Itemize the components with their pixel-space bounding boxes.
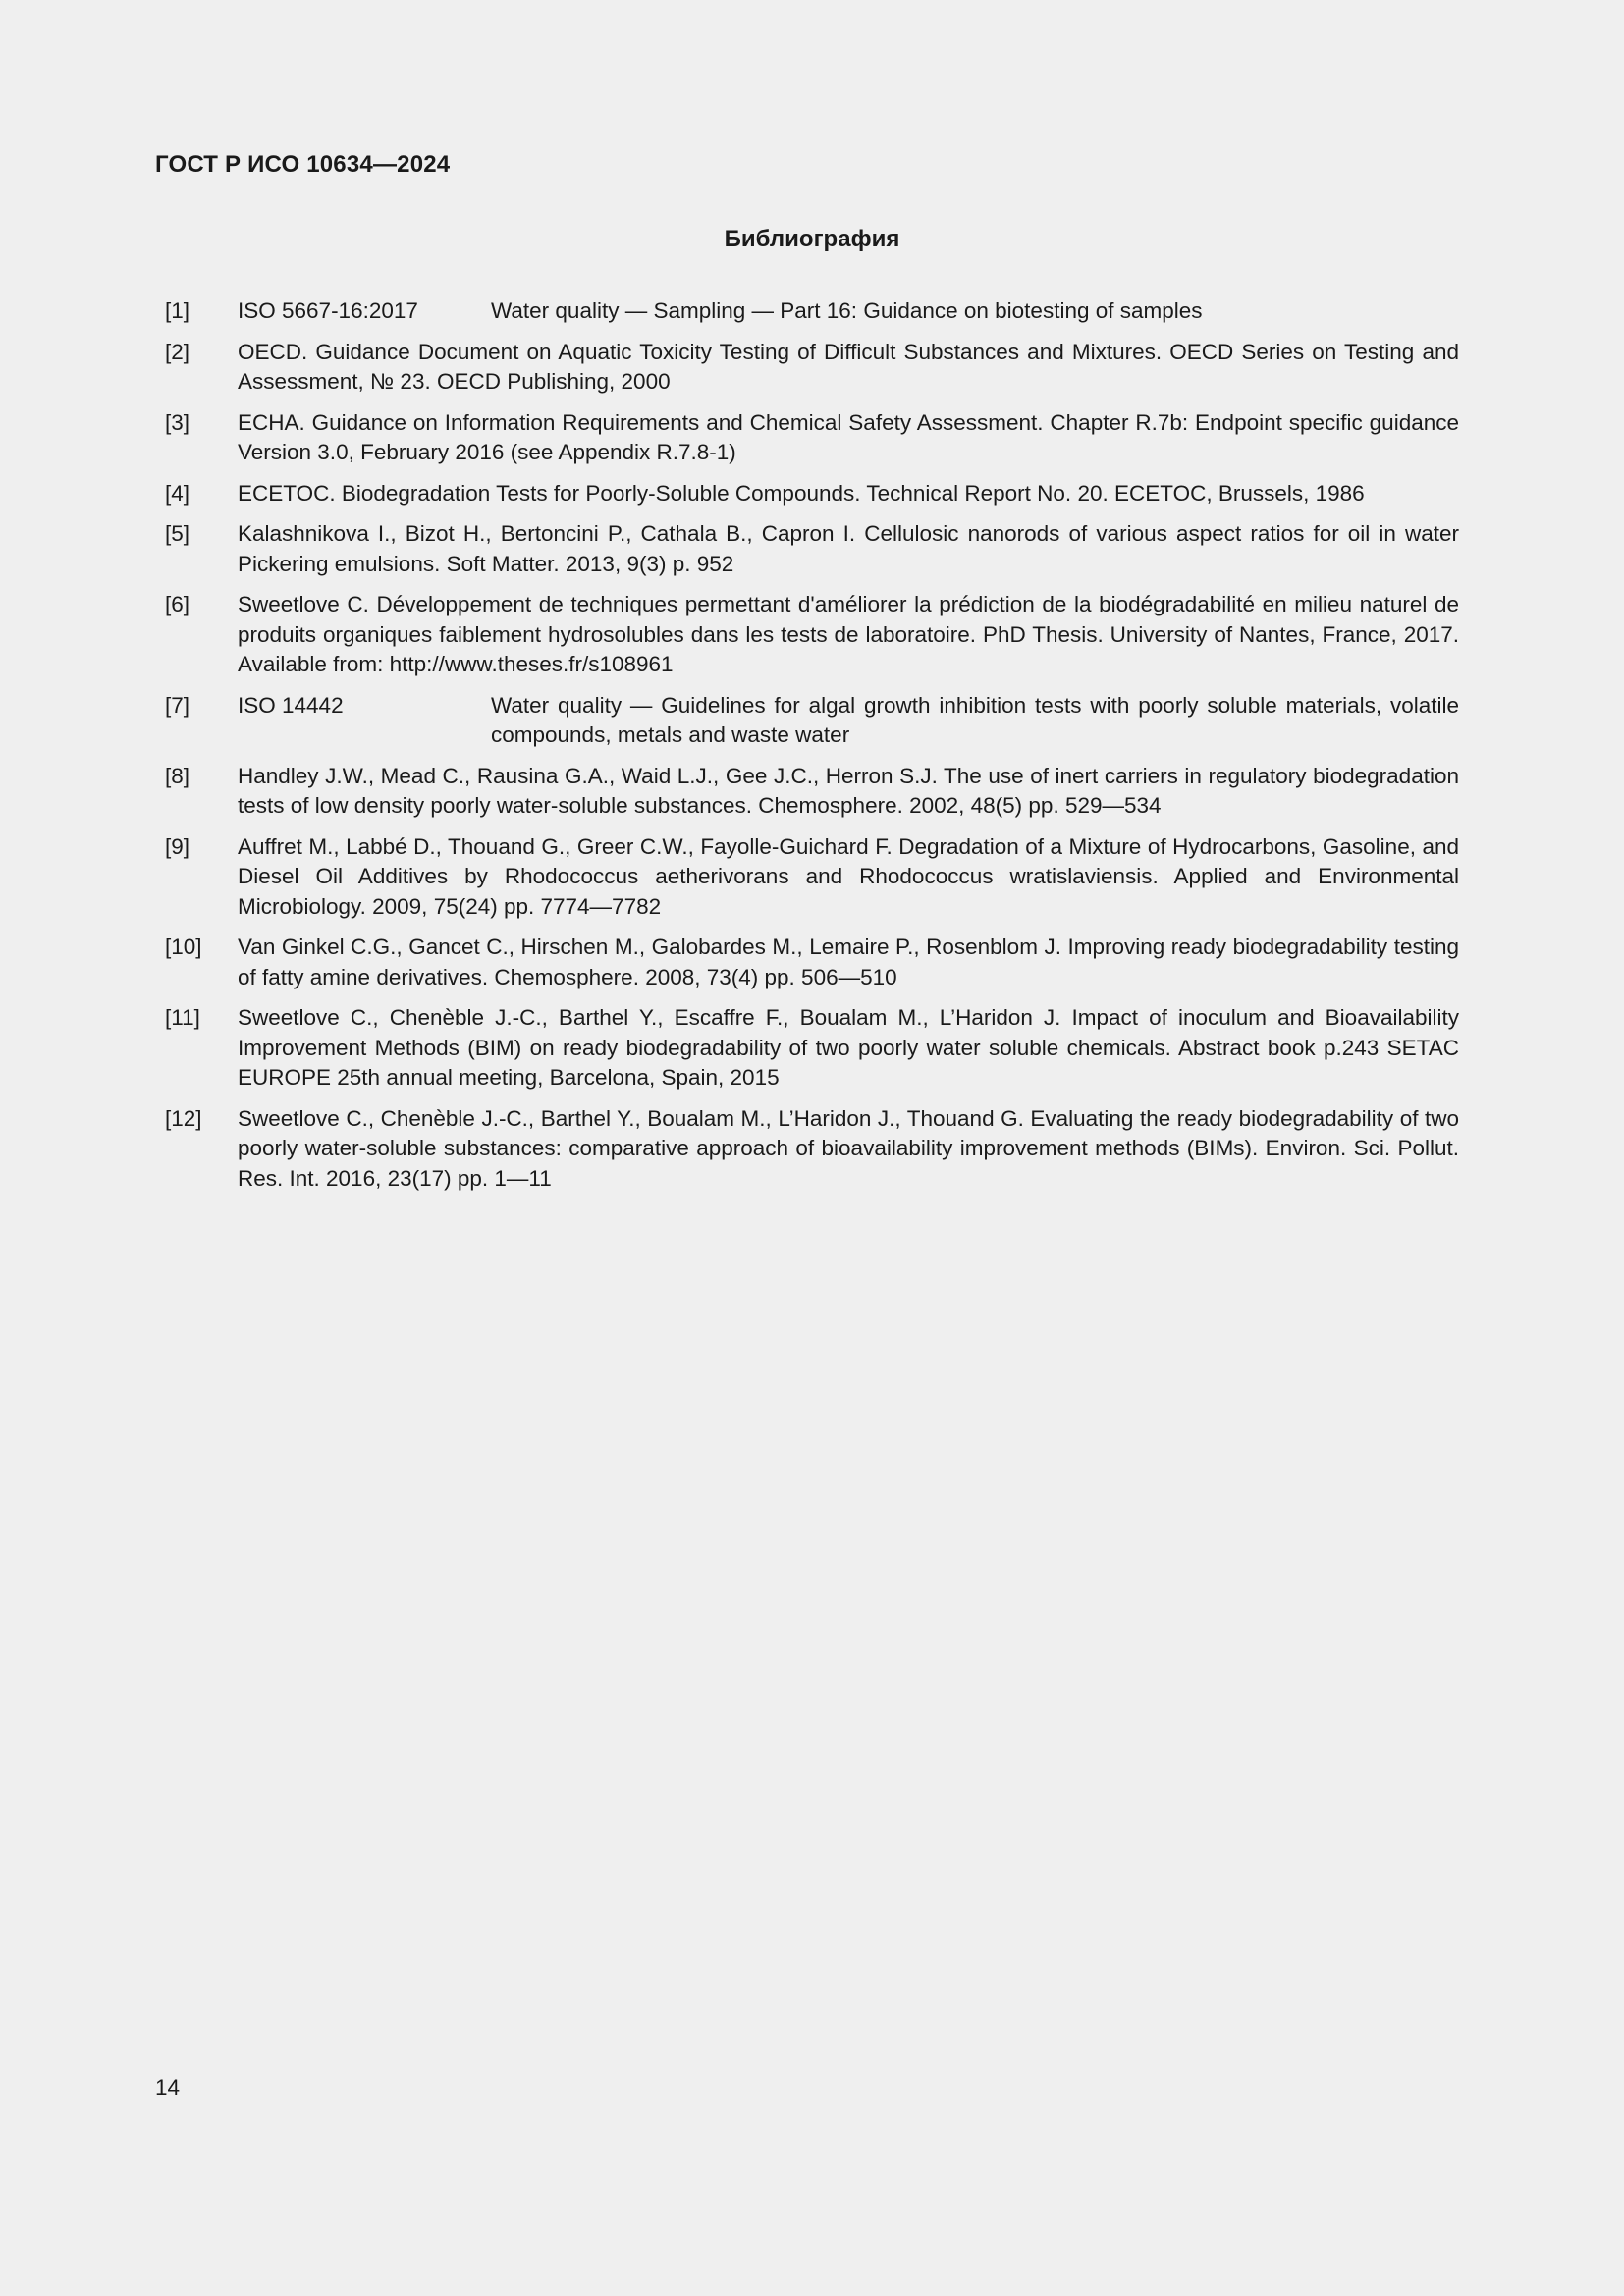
entry-number: [11]: [165, 1005, 200, 1030]
entry-number: [9]: [165, 833, 190, 859]
document-code-header: ГОСТ Р ИСО 10634—2024: [155, 151, 451, 178]
bibliography-entry: [155, 691, 1459, 751]
entry-number: [5]: [165, 521, 190, 546]
entry-text: ECHA. Guidance on Information Requirements and Chemical Safety Assessment. Chapter R.7b: Endpoint specific guidance Version 3.0, February 2016 (see Appendix R.7.8-1): [238, 409, 1459, 464]
entry-text: ECETOC. Biodegradation Tests for Poorly-Soluble Compounds. Technical Report No. 20. ECETOC, Brussels, 1986: [238, 480, 1365, 506]
entry-number: [2]: [165, 339, 190, 364]
bibliography-entry: [155, 338, 1459, 398]
entry-number: [3]: [165, 409, 190, 435]
bibliography-entry: [155, 933, 1459, 992]
entry-number: [12]: [165, 1105, 202, 1131]
entry-text: Van Ginkel C.G., Gancet C., Hirschen M., Galobardes M., Lemaire P., Rosenblom J. Improving ready biodegradability testing of fatty amine derivatives. Chemosphere. 2008, 73(4) pp. 506—510: [238, 934, 1459, 989]
bibliography-entry: [155, 479, 1459, 509]
page-number: 14: [155, 2075, 181, 2100]
section-title: Библиография: [724, 226, 900, 252]
entry-number: [4]: [165, 480, 190, 506]
entry-text: Sweetlove C. Développement de techniques permettant d'améliorer la prédiction de la biodégradabilité en milieu naturel de produits organiques faiblement hydrosolubles dans les tests de laboratoire. PhD Thesis. University of Nantes, France, 2017. Available from: http://www.theses.fr/s108961: [238, 592, 1459, 676]
entry-number: [8]: [165, 763, 190, 788]
entry-text: OECD. Guidance Document on Aquatic Toxicity Testing of Difficult Substances and Mixtures. OECD Series on Testing and Assessment, № 23. OECD Publishing, 2000: [238, 339, 1459, 394]
standard-designation: ISO 14442: [238, 692, 344, 718]
entry-text: Auffret M., Labbé D., Thouand G., Greer C.W., Fayolle-Guichard F. Degradation of a Mixture of Hydrocarbons, Gasoline, and Diesel Oil Additives by Rhodococcus aetherivorans and Rhodococcus wratislaviensis. Applied and Environmental Microbiology. 2009, 75(24) pp. 7774—7782: [238, 833, 1459, 919]
entry-text: Water quality — Guidelines for algal growth inhibition tests with poorly soluble materials, volatile compounds, metals and waste water: [491, 692, 1459, 747]
entry-text: Water quality — Sampling — Part 16: Guidance on biotesting of samples: [491, 298, 1203, 323]
entry-number: [1]: [165, 298, 190, 323]
standard-designation: ISO 5667-16:2017: [238, 298, 418, 323]
entry-number: [10]: [165, 934, 202, 959]
bibliography-list: [155, 296, 1459, 1204]
bibliography-entry: [155, 1104, 1459, 1195]
bibliography-entry: [155, 408, 1459, 468]
entry-number: [7]: [165, 692, 190, 718]
bibliography-entry: [155, 1003, 1459, 1094]
entry-text: Sweetlove C., Chenèble J.-C., Barthel Y., Escaffre F., Boualam M., L’Haridon J. Impact of inoculum and Bioavailability Improvement Methods (BIM) on ready biodegradability of two poorly water soluble chemicals. Abstract book p.243 SETAC EUROPE 25th annual meeting, Barcelona, Spain, 2015: [238, 1005, 1459, 1090]
bibliography-entry: [155, 519, 1459, 579]
bibliography-entry: [155, 832, 1459, 923]
entry-number: [6]: [165, 592, 190, 616]
entry-text: Kalashnikova I., Bizot H., Bertoncini P., Cathala B., Capron I. Cellulosic nanorods of various aspect ratios for oil in water Pickering emulsions. Soft Matter. 2013, 9(3) p. 952: [238, 521, 1459, 576]
bibliography-entry: [155, 762, 1459, 822]
bibliography-entry: [155, 590, 1459, 680]
entry-text: Handley J.W., Mead C., Rausina G.A., Waid L.J., Gee J.C., Herron S.J. The use of inert carriers in regulatory biodegradation tests of low density poorly water-soluble substances. Chemosphere. 2002, 48(5) pp. 529—534: [238, 763, 1459, 818]
entry-text: Sweetlove C., Chenèble J.-C., Barthel Y., Boualam M., L’Haridon J., Thouand G. Evaluating the ready biodegradability of two poorly water-soluble substances: comparative approach of bioavailability improvement methods (BIMs). Environ. Sci. Pollut. Res. Int. 2016, 23(17) pp. 1—11: [238, 1105, 1459, 1191]
bibliography-entry: [155, 296, 1459, 327]
